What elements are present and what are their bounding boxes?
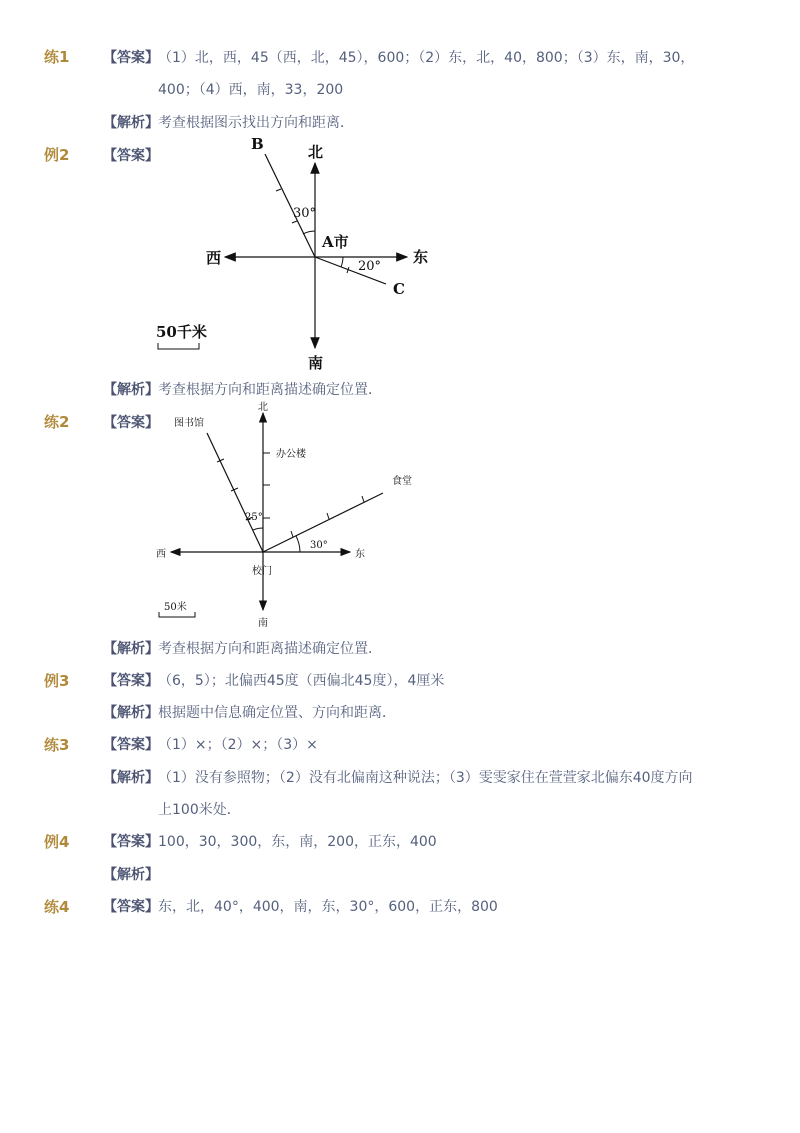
- analysis-text: 考查根据方向和距离描述确定位置．: [158, 382, 382, 398]
- answer-text-continued: 400；（4）西，南，33，200: [158, 82, 344, 98]
- angle-arc-library: [253, 528, 263, 530]
- analysis-text-continued: 上100米处．: [158, 802, 241, 818]
- angle-label-c: 20°: [358, 259, 382, 274]
- analysis-label: 【解析】: [103, 115, 159, 131]
- label-center: 校门: [252, 566, 272, 577]
- analysis-label: 【解析】: [103, 770, 159, 786]
- angle-label-b: 30°: [293, 206, 317, 221]
- item-tag-lian1: 练1: [44, 48, 70, 66]
- label-point-b: B: [251, 135, 264, 153]
- analysis-label: 【解析】: [103, 641, 159, 657]
- label-west: 西: [156, 549, 166, 560]
- analysis-text: 考查根据图示找出方向和距离．: [158, 115, 354, 131]
- analysis-text: 考查根据方向和距离描述确定位置．: [158, 641, 382, 657]
- analysis-label: 【解析】: [103, 705, 159, 721]
- label-office: 办公楼: [276, 449, 306, 460]
- label-library: 图书馆: [174, 418, 204, 429]
- item-tag-lian2: 练2: [44, 413, 70, 431]
- tick: [292, 221, 297, 223]
- item-tag-li3: 例3: [44, 672, 70, 690]
- label-canteen: 食堂: [392, 476, 412, 487]
- item-tag-li2: 例2: [44, 146, 70, 164]
- angle-arc-c: [341, 257, 343, 267]
- answer-text: （1）×；（2）×；（3）×: [158, 737, 318, 753]
- tick: [276, 189, 281, 191]
- label-west: 西: [206, 249, 222, 267]
- label-south: 南: [308, 354, 324, 372]
- answer-label: 【答案】: [103, 50, 159, 66]
- analysis-text: 根据题中信息确定位置、方向和距离．: [158, 705, 396, 721]
- label-south: 南: [258, 618, 268, 629]
- scale-bar: [158, 343, 199, 349]
- item-tag-lian3: 练3: [44, 736, 70, 754]
- answer-text: （6，5）；北偏西45度（西偏北45度），4厘米: [158, 673, 445, 689]
- label-east: 东: [413, 248, 429, 266]
- label-east: 东: [355, 549, 365, 560]
- label-point-c: C: [393, 280, 405, 298]
- scale-label: 50千米: [156, 323, 207, 341]
- answer-label: 【答案】: [103, 834, 159, 850]
- ray-to-library: [207, 433, 263, 552]
- tick: [362, 496, 364, 502]
- answer-text: （1）北，西，45（西，北，45），600；（2）东，北，40，800；（3）东，南，30，: [158, 50, 695, 66]
- item-tag-lian4: 练4: [44, 898, 70, 916]
- answer-label: 【答案】: [103, 673, 159, 689]
- angle-label-canteen: 30°: [310, 540, 328, 551]
- angle-arc-b: [303, 231, 315, 234]
- answer-label: 【答案】: [103, 899, 159, 915]
- answer-label: 【答案】: [103, 415, 159, 431]
- direction-diagram-a-city: [150, 133, 470, 373]
- tick: [291, 531, 293, 537]
- angle-arc-canteen: [296, 536, 300, 552]
- item-tag-li4: 例4: [44, 833, 70, 851]
- analysis-text: （1）没有参照物；（2）没有北偏南这种说法；（3）雯雯家住在萱萱家北偏东40度方向: [158, 770, 693, 786]
- analysis-label: 【解析】: [103, 382, 159, 398]
- label-north: 北: [308, 143, 324, 161]
- answer-text: 东，北，40°，400，南，东，30°，600，正东，800: [158, 899, 498, 915]
- answer-label: 【答案】: [103, 737, 159, 753]
- tick: [327, 513, 329, 519]
- label-center: A市: [322, 233, 349, 251]
- answer-text: 100，30，300，东，南，200，正东，400: [158, 834, 437, 850]
- label-north: 北: [258, 402, 268, 413]
- direction-diagram-school-gate: [150, 398, 430, 630]
- scale-label: 50米: [164, 602, 187, 613]
- analysis-label: 【解析】: [103, 867, 159, 883]
- answer-label: 【答案】: [103, 148, 159, 164]
- angle-label-library: 25°: [245, 512, 263, 523]
